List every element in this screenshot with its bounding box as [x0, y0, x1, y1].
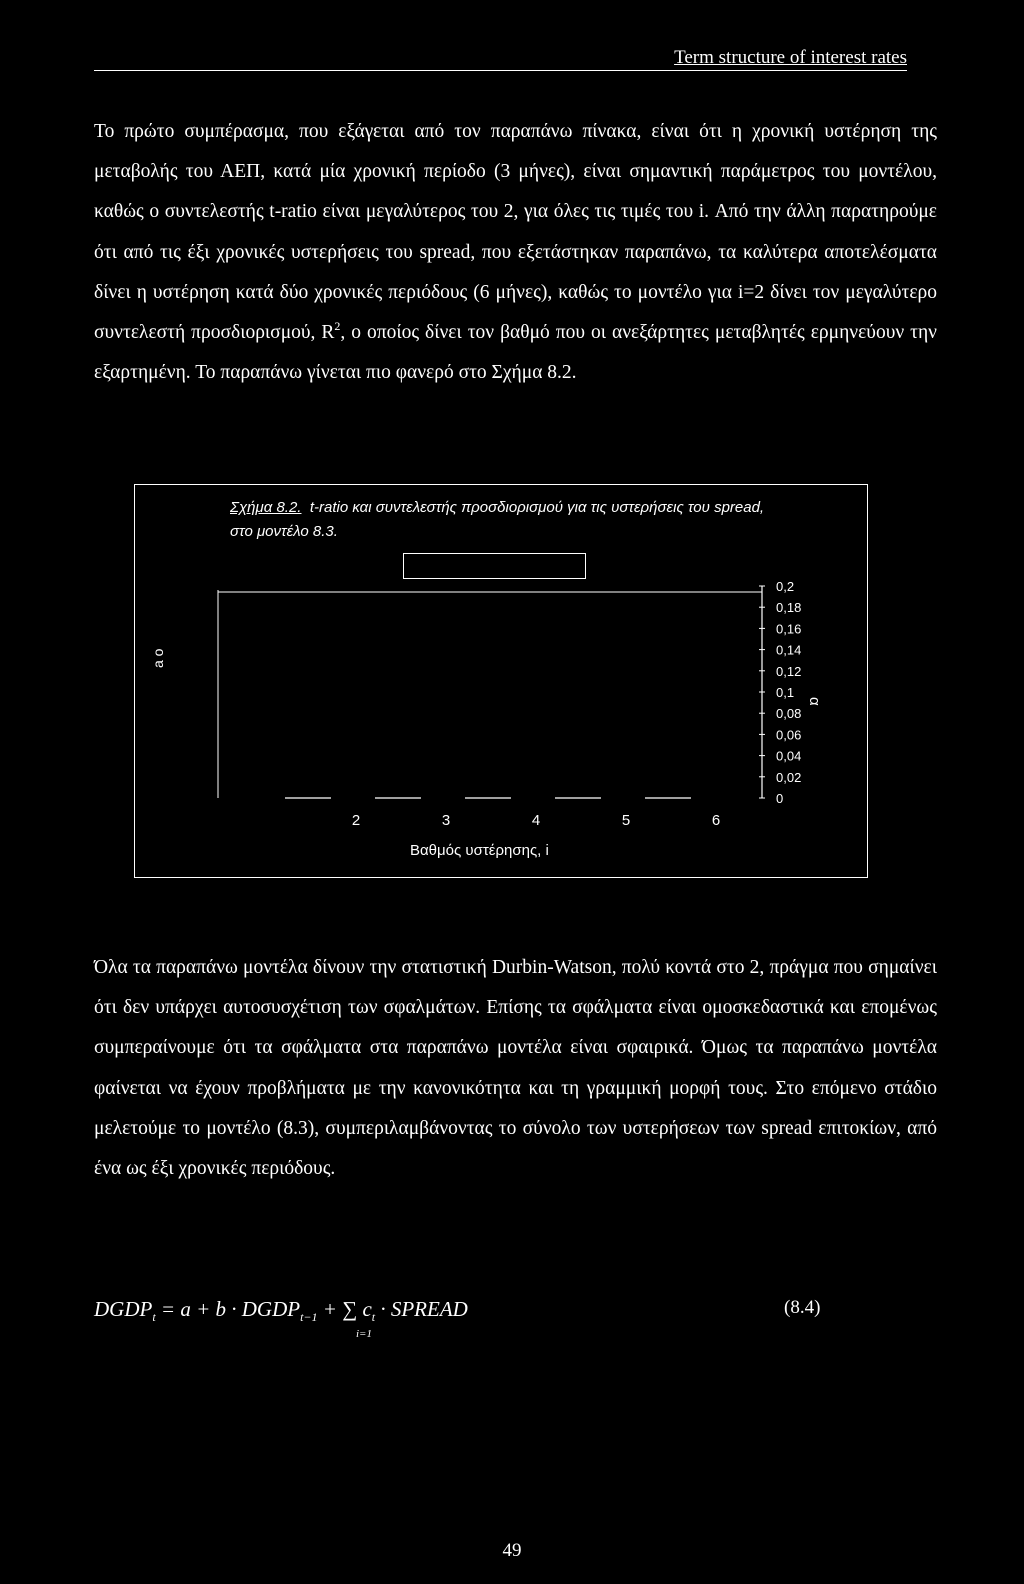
equation-number: (8.4) — [784, 1297, 821, 1318]
x-tick-label: 3 — [441, 812, 451, 829]
right-axis-tick-label: 0,04 — [776, 748, 802, 764]
right-axis-tick-label: 0,14 — [776, 642, 802, 658]
x-axis-title: Βαθμός υστέρησης, i — [410, 842, 549, 859]
equation-body — [94, 1297, 468, 1325]
running-header: Term structure of interest rates — [94, 48, 907, 71]
eq-lhs: DGDP — [94, 1297, 153, 1321]
left-axis-label: a o — [150, 648, 166, 668]
paragraph-text: Το πρώτο συμπέρασμα, που εξάγεται από τον παραπάνω πίνακα, είναι ότι η χρονική υστέρηση της μεταβολής του ΑΕΠ, κατά μία χρονική περίοδο (3 μήνες), είναι σημαντική παράμετρος του μοντέλου, καθώς ο συντελεστής t-ratio είναι μεγαλύτερος του 2, για όλες τις τιμές του i. Από την άλλη παρατηρούμε ότι από τις έξι χρονικές υστερήσεις του spread, που εξετάστηκαν παραπάνω, τα καλύτερα αποτελέσματα δίνει η υστέρηση κατά δύο χρονικές περιόδους (6 μήνες), καθώς το μοντέλο για i=2 δίνει τον μεγαλύτερο συντελεστή προσδιορισμού, R — [94, 121, 937, 344]
right-axis-tick-label: 0 — [776, 791, 784, 806]
right-axis-tick-label: 0,02 — [776, 769, 802, 785]
equation-8-4 — [94, 1294, 937, 1354]
eq-tail: · SPREAD — [375, 1297, 468, 1321]
eq-sum-limit: i=1 — [356, 1328, 372, 1340]
eq-mid-sub: t−1 — [300, 1310, 318, 1325]
right-axis-tick-label: 0,2 — [776, 579, 795, 594]
eq-mid: = a + b · DGDP — [155, 1297, 301, 1321]
right-axis-tick-label: 0,12 — [776, 663, 802, 679]
x-tick-label: 5 — [621, 812, 631, 829]
right-axis-tick-label: 0,16 — [776, 621, 802, 637]
page-number: 49 — [502, 1540, 522, 1561]
eq-coef-sub: t — [371, 1310, 376, 1325]
right-axis-tick-label: 0,08 — [776, 706, 802, 722]
right-axis-tick-label: 0,1 — [776, 685, 795, 700]
figure-label: Σχήμα 8.2. — [230, 499, 302, 516]
figure-caption-text: t-ratio και συντελεστής προσδιορισμού για τις υστερήσεις του spread, στο μοντέλο 8.3. — [230, 499, 765, 540]
right-axis-label: α — [806, 697, 823, 706]
paragraph-text-cont: , ο οποίος δίνει τον βαθμό που οι ανεξάρτητες μεταβλητές ερμηνεύουν την εξαρτημένη. Το παραπάνω γίνεται πιο φανερό στο Σχήμα 8.2. — [94, 322, 937, 384]
x-tick-label: 2 — [351, 812, 361, 829]
x-tick-label: 4 — [531, 812, 541, 829]
paragraph-durbin-watson: Όλα τα παραπάνω μοντέλα δίνουν την στατιστική Durbin-Watson, πολύ κοντά στο 2, πράγμα που σημαίνει ότι δεν υπάρχει αυτοσυσχέτιση των σφαλμάτων. Επίσης τα σφάλματα είναι ομοσκεδαστικά και επομένως συμπεραίνουμε ότι τα σφάλματα στα παραπάνω μοντέλα είναι σφαιρικά. Όμως τα παραπάνω μοντέλα φαίνεται να έχουν προβλήματα με την κανονικότητα και τη γραμμική μορφή τους. Στο επόμενο στάδιο μελετούμε το μοντέλο (8.3), συμπεριλαμβάνοντας το σύνολο των υστερήσεων των spread επιτοκίων, από ένα ως έξι χρονικές περιόδους. — [94, 957, 937, 1180]
x-tick-label: 6 — [711, 812, 721, 829]
superscript: 2 — [334, 319, 341, 334]
eq-plus-sum: + ∑ — [317, 1297, 363, 1321]
eq-coef: c — [362, 1297, 372, 1321]
right-axis-tick-label: 0,18 — [776, 600, 802, 616]
chart-plot — [218, 579, 801, 829]
eq-lhs-sub: t — [152, 1310, 156, 1325]
right-axis-tick-label: 0,06 — [776, 727, 802, 743]
